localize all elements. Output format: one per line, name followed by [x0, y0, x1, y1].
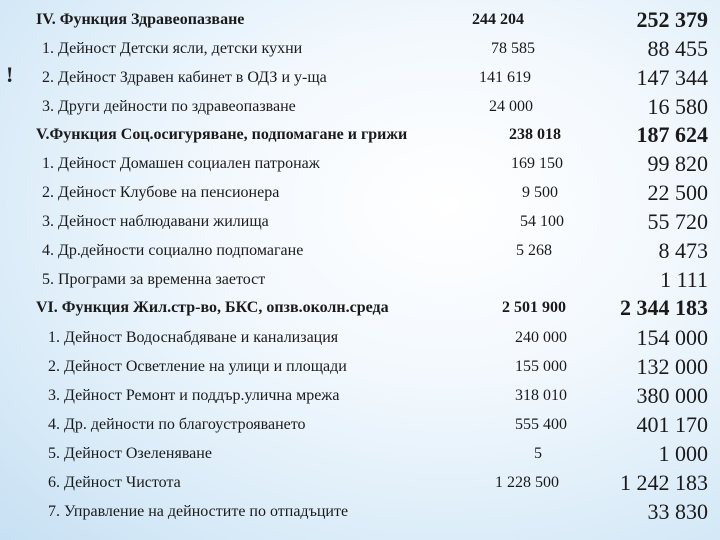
- row-label: 2. Дейност Клубове на пенсионера: [42, 183, 280, 201]
- report-value: 2 344 183: [620, 294, 708, 320]
- row-label: 1. Дейност Детски ясли, детски кухни: [42, 39, 303, 57]
- table-row: [0, 63, 720, 92]
- report-value: 1 000: [658, 440, 708, 466]
- section-heading-row: [0, 5, 720, 34]
- table-row: [0, 352, 720, 381]
- report-value: 16 580: [647, 93, 708, 119]
- plan-value: 141 619: [479, 68, 531, 86]
- table-row: [0, 439, 720, 468]
- plan-value: 155 000: [515, 357, 567, 375]
- row-label: 3. Дейност наблюдавани жилища: [42, 212, 269, 230]
- section-heading-row: [0, 293, 720, 322]
- plan-value: 5: [534, 444, 542, 462]
- table-row: [0, 178, 720, 207]
- table-row: [0, 497, 720, 526]
- report-value: 22 500: [647, 179, 708, 205]
- plan-value: 244 204: [472, 10, 524, 28]
- plan-value: 24 000: [489, 97, 533, 115]
- report-value: 1 242 183: [620, 469, 708, 495]
- report-value: 147 344: [636, 64, 708, 90]
- report-value: 33 830: [647, 498, 708, 524]
- report-value: 99 820: [647, 150, 708, 176]
- row-label: 1. Дейност Водоснабдяване и канализация: [48, 328, 339, 346]
- row-label: 5. Програми за временна заетост: [42, 270, 266, 288]
- report-value: 55 720: [647, 208, 708, 234]
- row-label: 3. Други дейности по здравеопазване: [42, 97, 296, 115]
- plan-value: 78 585: [491, 39, 535, 57]
- plan-value: 5 268: [516, 241, 552, 259]
- plan-value: 54 100: [520, 212, 564, 230]
- row-label: 7. Управление на дейностите по отпадъците: [48, 502, 349, 520]
- row-label: 1. Дейност Домашен социален патронаж: [42, 154, 320, 172]
- table-row: [0, 92, 720, 121]
- report-value: 88 455: [647, 35, 708, 61]
- table-row: [0, 34, 720, 63]
- row-label: 2. Дейност Осветление на улици и площади: [48, 357, 347, 375]
- report-value: 187 624: [636, 121, 708, 147]
- row-label: 3. Дейност Ремонт и поддър.улична мрежа: [48, 386, 340, 404]
- plan-value: 2 501 900: [502, 298, 566, 316]
- section-heading-row: [0, 120, 720, 149]
- exclamation-marker: !: [6, 62, 14, 87]
- table-row: [0, 468, 720, 497]
- table-row: [0, 265, 720, 294]
- row-label: 5. Дейност Озеленяване: [48, 444, 212, 462]
- report-value: 252 379: [636, 6, 708, 32]
- table-row: [0, 207, 720, 236]
- row-label: 2. Дейност Здравен кабинет в ОДЗ и у-ща: [42, 68, 327, 86]
- table-row: [0, 236, 720, 265]
- table-row: [0, 149, 720, 178]
- report-value: 8 473: [658, 237, 708, 263]
- table-row: [0, 410, 720, 439]
- plan-value: 318 010: [515, 386, 567, 404]
- plan-value: 169 150: [511, 154, 563, 172]
- report-value: 380 000: [636, 382, 708, 408]
- row-label: VI. Функция Жил.стр-во, БКС, опзв.околн.среда: [36, 298, 389, 316]
- report-value: 401 170: [636, 411, 708, 437]
- plan-value: 240 000: [515, 328, 567, 346]
- plan-value: 555 400: [515, 415, 567, 433]
- row-label: 4. Др. дейности по благоустрояването: [48, 415, 306, 433]
- table-row: [0, 323, 720, 352]
- report-value: 1 111: [660, 266, 708, 292]
- plan-value: 238 018: [509, 125, 561, 143]
- report-value: 132 000: [636, 353, 708, 379]
- row-label: IV. Функция Здравеопазване: [36, 10, 245, 28]
- report-value: 154 000: [636, 324, 708, 350]
- table-row: [0, 381, 720, 410]
- plan-value: 9 500: [522, 183, 558, 201]
- row-label: V.Функция Соц.осигуряване, подпомагане и грижи: [36, 125, 408, 143]
- plan-value: 1 228 500: [495, 473, 559, 491]
- row-label: 4. Др.дейности социално подпомагане: [42, 241, 304, 259]
- row-label: 6. Дейност Чистота: [48, 473, 181, 491]
